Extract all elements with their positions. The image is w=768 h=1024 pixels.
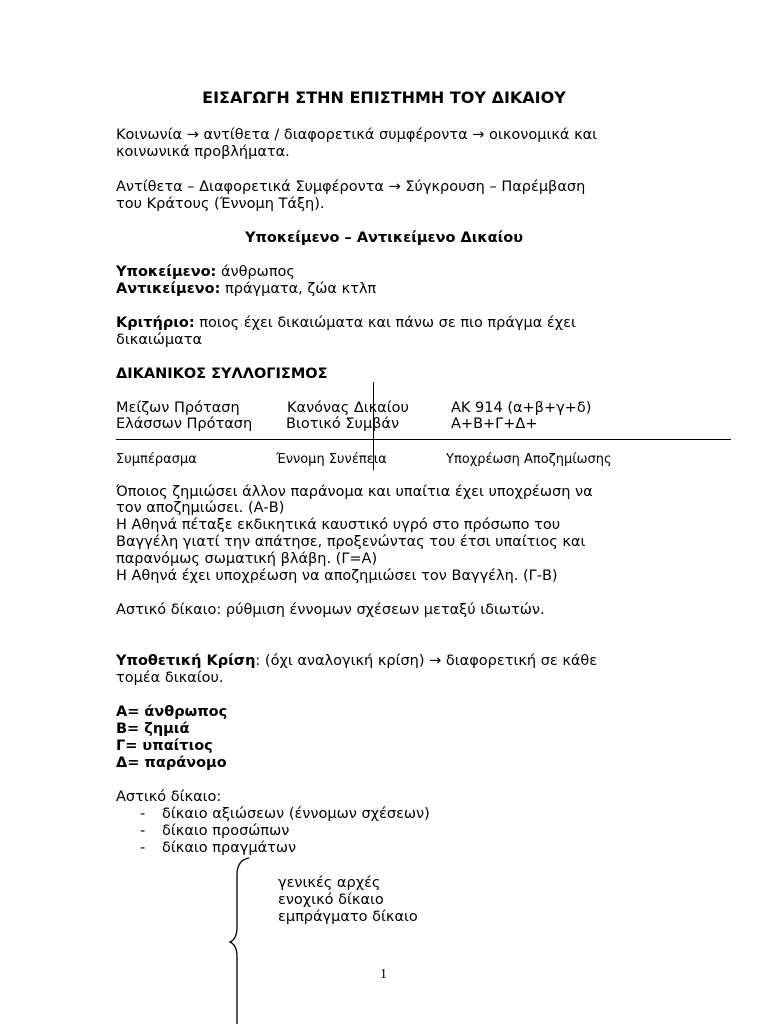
subject-value: άνθρωπος [216,264,295,280]
hypothetical-line-2: τομέα δικαίου. [116,670,224,686]
definition-a: Α= άνθρωπος [116,704,228,720]
curly-brace-icon [225,855,255,1024]
hypothetical-rest: : (όχι αναλογική κρίση) → διαφορετική σε κάθε [255,653,598,669]
subject-line [116,264,295,281]
criterion-line [116,315,576,332]
subject-label: Υποκείμενο: [116,264,217,280]
intro-line-2: κοινωνικά προβλήματα. [116,144,290,160]
example-line-4: Βαγγέλη γιατί την απάτησε, προξενώντας του έτσι υπαίτιος και [116,534,586,550]
syllogism-r3-c1: Συμπέρασμα [116,452,197,467]
document-title: ΕΙΣΑΓΩΓΗ ΣΤΗΝ ΕΠΙΣΤΗΜΗ ΤΟΥ ΔΙΚΑΙΟΥ [202,88,566,107]
bracket-item-1: γενικές αρχές [278,875,381,891]
object-value: πράγματα, ζώα κτλπ [220,281,377,297]
syllogism-r2-c1: Ελάσσων Πρόταση [116,416,253,432]
intro-line-3: Αντίθετα – Διαφορετικά Συμφέροντα → Σύγκρουση – Παρέμβαση [116,179,586,195]
intro-line-4: του Κράτους (Έννομη Τάξη). [116,196,325,212]
syllogism-r1-c1: Μείζων Πρόταση [116,400,240,416]
object-label: Αντικείμενο: [116,281,221,297]
syllogism-r1-c2: Κανόνας Δικαίου [287,400,409,416]
definition-b: Β= ζημιά [116,721,190,737]
bracket-item-2: ενοχικό δίκαιο [278,892,384,908]
section-heading-subject-object: Υποκείμενο – Αντικείμενο Δικαίου [244,230,524,246]
list-bullet: - [140,806,146,822]
syllogism-horizontal-divider [116,439,731,440]
definition-d: Δ= παράνομο [116,755,227,771]
civil-law-item-1: δίκαιο αξιώσεων (έννομων σχέσεων) [162,806,430,822]
civil-law-item-3: δίκαιο πραγμάτων [162,840,297,856]
object-line [116,281,376,298]
syllogism-r3-c2: Έννομη Συνέπεια [276,452,387,467]
definition-c: Γ= υπαίτιος [116,738,213,754]
page-number: 1 [380,967,387,982]
example-line-2: τον αποζημιώσει. (Α-Β) [116,500,285,516]
criterion-line-2: δικαιώματα [116,332,203,348]
list-bullet: - [140,840,146,856]
civil-law-item-2: δίκαιο προσώπων [162,823,290,839]
civil-law-definition: Αστικό δίκαιο: ρύθμιση έννομων σχέσεων μεταξύ ιδιωτών. [116,602,545,618]
syllogism-r2-c2: Βιοτικό Συμβάν [286,416,400,432]
criterion-value: ποιος έχει δικαιώματα και πάνω σε πιο πράγμα έχει [194,315,576,331]
hypothetical-line [116,653,597,670]
syllogism-heading: ΔΙΚΑΝΙΚΟΣ ΣΥΛΛΟΓΙΣΜΟΣ [116,366,328,382]
syllogism-r1-c3: ΑΚ 914 (α+β+γ+δ) [451,400,592,416]
intro-line-1: Κοινωνία → αντίθετα / διαφορετικά συμφέροντα → οικονομικά και [116,127,598,143]
example-line-6: Η Αθηνά έχει υποχρέωση να αποζημιώσει τον Βαγγέλη. (Γ-Β) [116,568,558,584]
example-line-5: παρανόμως σωματική βλάβη. (Γ=Α) [116,551,378,567]
example-line-3: Η Αθηνά πέταξε εκδικητικά καυστικό υγρό στο πρόσωπο του [116,517,561,533]
syllogism-r2-c3: Α+Β+Γ+Δ+ [451,416,538,432]
syllogism-r3-c3: Υποχρέωση Αποζημίωσης [446,452,612,467]
example-line-1: Όποιος ζημιώσει άλλον παράνομα και υπαίτια έχει υποχρέωση να [116,484,593,500]
civil-law-heading: Αστικό δίκαιο: [116,789,222,805]
list-bullet: - [140,823,146,839]
hypothetical-label: Υποθετική Κρίση [116,653,256,669]
criterion-label: Κριτήριο: [116,315,195,331]
bracket-item-3: εμπράγματο δίκαιο [278,909,418,925]
